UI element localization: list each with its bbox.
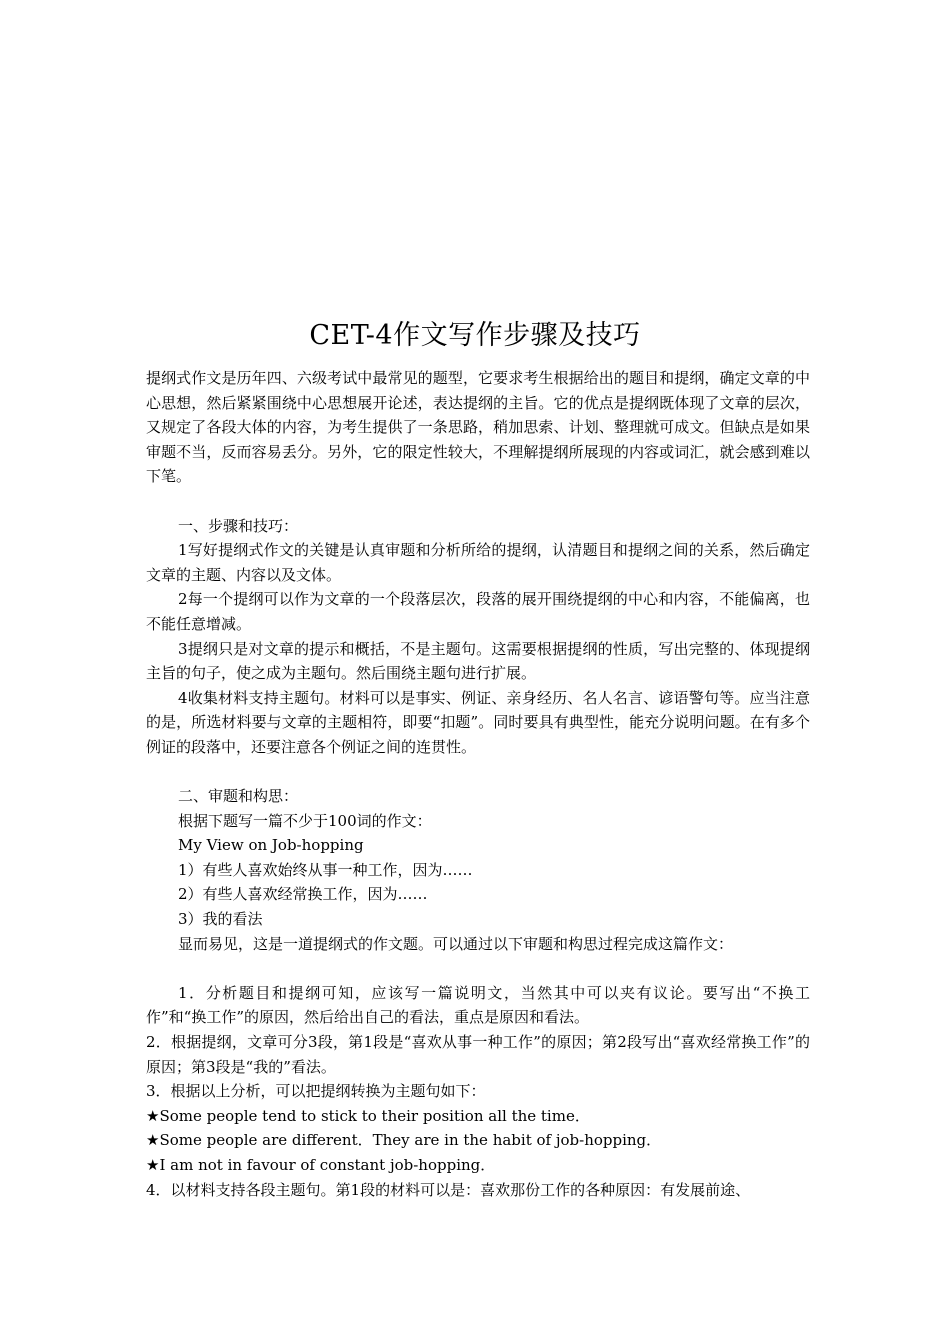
section2-prompt: 根据下题写一篇不少于100词的作文： — [178, 811, 432, 830]
step-4: 4．以材料支持各段主题句。第1段的材料可以是：喜欢那份工作的各种原因：有发展前途、 — [146, 1180, 751, 1199]
section1-item-4: 4收集材料支持主题句。材料可以是事实、例证、亲身经历、名人名言、谚语警句等。应当注意的是，所选材料要与文章的主题相符，即要“扣题”。同时要具有典型性，能充分说明问题。在有多个例证的段落中，还要注意各个例证之间的连贯性。 — [146, 688, 810, 756]
step-3: 3．根据以上分析，可以把提纲转换为主题句如下： — [146, 1082, 486, 1101]
section1-item-3: 3提纲只是对文章的提示和概括，不是主题句。这需要根据提纲的性质，写出完整的、体现提纲主旨的句子，使之成为主题句。然后围绕主题句进行扩展。 — [146, 639, 810, 683]
section1-item-2: 2每一个提纲可以作为文章的一个段落层次，段落的展开围绕提纲的中心和内容，不能偏离，也不能任意增减。 — [146, 590, 810, 633]
section1-heading: 一、步骤和技巧： — [178, 516, 299, 535]
topic-sentence-3: ★I am not in favour of constant job-hopping． — [146, 1156, 496, 1174]
outline-item-2: 2）有些人喜欢经常换工作，因为…… — [178, 885, 428, 904]
document-title: CET-4作文写作步骤及技巧 — [309, 320, 641, 351]
step-2: 2．根据提纲，文章可分3段，第1段是“喜欢从事一种工作”的原因；第2段写出“喜欢经常换工作”的原因；第3段是“我的”看法。 — [146, 1033, 810, 1076]
step-1: 1．分析题目和提纲可知，应该写一篇说明文，当然其中可以夹有议论。要写出“不换工作”和“换工作”的原因，然后给出自己的看法，重点是原因和看法。 — [146, 983, 810, 1027]
outline-item-3: 3）我的看法 — [178, 910, 263, 929]
document-body — [146, 366, 810, 1202]
blank-line — [146, 956, 810, 981]
blank-line — [146, 489, 810, 514]
topic-sentence-2: ★Some people are different．They are in the habit of job-hopping． — [146, 1131, 662, 1150]
outline-item-1: 1）有些人喜欢始终从事一种工作，因为…… — [178, 860, 473, 879]
topic-sentence-1: ★Some people tend to stick to their position all the time． — [146, 1106, 590, 1125]
section2-topic: My View on Job-hopping — [178, 836, 364, 855]
intro-paragraph: 提纲式作文是历年四、六级考试中最常见的题型，它要求考生根据给出的题目和提纲，确定文章的中心思想，然后紧紧围绕中心思想展开论述，表达提纲的主旨。它的优点是提纲既体现了文章的层次，又规定了各段大体的内容，为考生提供了一条思路，稍加思索、计划、整理就可成文。但缺点是如果审题不当，反而容易丢分。另外，它的限定性较大，不理解提纲所展现的内容或词汇，就会感到难以下笔。 — [146, 369, 810, 486]
section2-summary: 显而易见，这是一道提纲式的作文题。可以通过以下审题和构思过程完成这篇作文： — [178, 934, 734, 953]
section2-heading: 二、审题和构思： — [178, 787, 299, 806]
blank-line — [146, 760, 810, 785]
section1-item-1: 1写好提纲式作文的关键是认真审题和分析所给的提纲，认清题目和提纲之间的关系，然后确定文章的主题、内容以及文体。 — [146, 541, 810, 584]
